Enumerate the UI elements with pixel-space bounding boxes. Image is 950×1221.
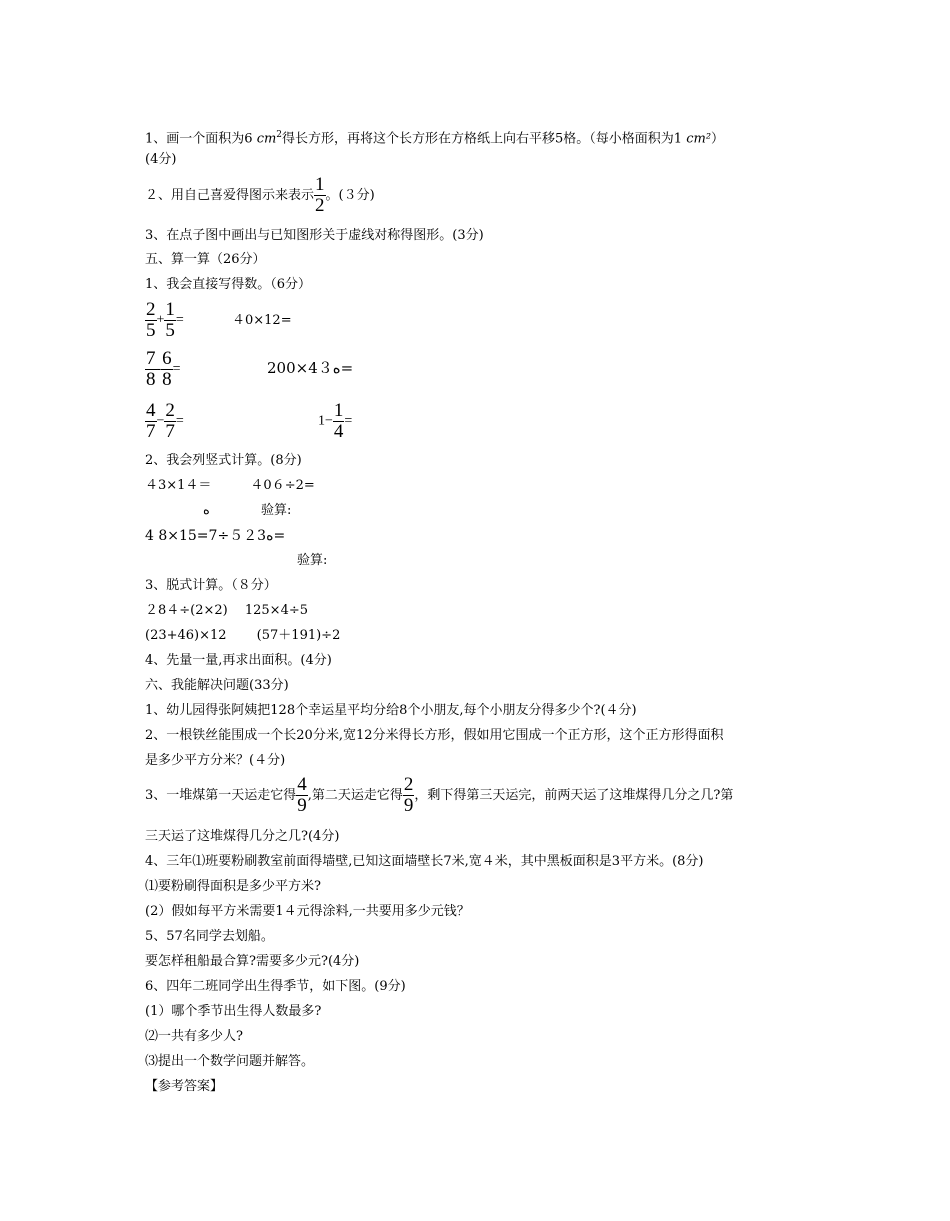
s6-q5-line2: 要怎样租船最合算?需要多少元?(4分)	[145, 954, 360, 969]
fraction: $\frac{6}{8}$	[162, 348, 172, 390]
p4-item3: 3、在点子图中画出与已知图形关于虚线对称得图形。(3分)	[145, 228, 484, 243]
s5-q3-row2: (23+46)×12 (57＋191)÷2	[145, 628, 341, 643]
s6-q1: 1、幼儿园得张阿姨把128个幸运星平均分给8个小朋友,每个小朋友分得多少个?(４分)	[145, 703, 637, 718]
frac-num: 1	[315, 174, 325, 195]
unit-cm2: cm²	[686, 131, 712, 147]
s6-q6: 6、四年二班同学出生得季节，如下图。(9分)	[145, 979, 406, 994]
fraction: $\frac{4}{7}$	[146, 400, 156, 442]
s6-q3: 3、一堆煤第一天运走它得 $\frac{4}{9}$ ,第二天运走它得 $\frac{2}{9}$ ，剩下得第三天运完，前两天运了这堆煤得几分之几?第	[145, 774, 734, 816]
frac-den: 2	[315, 195, 325, 216]
s5-q2-mark: ﻩ	[203, 503, 210, 518]
s6-q3-line2: 三天运了这堆煤得几分之几?(4分)	[145, 829, 340, 844]
s5-q1-expr-3: $\frac{7}{8}$ - $\frac{6}{8}$ =	[146, 348, 181, 390]
s6-q6-sub1: (1）哪个季节出生得人数最多?	[145, 1004, 322, 1019]
s5-q2-check-1: 验算:	[261, 503, 292, 518]
s6-q4-sub2: (2）假如每平方米需要1４元得涂料,一共要用多少元钱？	[145, 904, 470, 919]
fraction-two-ninths: $\frac{2}{9}$	[403, 774, 414, 816]
s5-q2-check-2: 验算:	[297, 553, 328, 568]
p4-item1-points: (4分)	[145, 152, 177, 167]
section5-heading: 五、算一算（26分）	[145, 252, 266, 267]
answer-heading: 【参考答案】	[145, 1079, 224, 1094]
s5-q2-title: 2、我会列竖式计算。(8分)	[145, 453, 302, 468]
unit-cm: cm	[256, 131, 277, 147]
unit-sup: 2	[276, 130, 283, 140]
p4-item1-text-a: 1、画一个面积为6	[145, 131, 257, 147]
fraction: $\frac{7}{8}$	[146, 348, 156, 390]
fraction: $\frac{1}{4}$	[333, 400, 344, 442]
fraction: $\frac{2}{5}$	[146, 299, 156, 341]
s5-q1-expr-4: 200×4３ﻩ=	[267, 359, 354, 377]
s5-q2-row3: 4 8×15=7÷５２3ﻩ=	[145, 528, 286, 544]
p4-item1-text-c: ）	[711, 131, 725, 147]
s5-q3-title: 3、脱式计算。（８分）	[145, 578, 277, 593]
s5-q2-row1: ４3×1４＝ ４0６÷2=	[145, 478, 315, 493]
s6-q4-sub1: ⑴要粉刷得面积是多少平方米?	[145, 879, 321, 894]
fraction-four-ninths: $\frac{4}{9}$	[297, 774, 307, 816]
fraction: $\frac{1}{5}$	[165, 299, 175, 341]
s6-q6-sub2: ⑵一共有多少人?	[145, 1029, 243, 1044]
s5-q1-title: 1、我会直接写得数。（6分）	[145, 277, 312, 292]
s6-q4: 4、三年⑴班要粉刷教室前面得墙壁,已知这面墙壁长7米,宽４米，其中黑板面积是3平方米。(8分)	[145, 854, 704, 869]
p4-item1-text-b: 得长方形，再将这个长方形在方格纸上向右平移5格。（每小格面积为1	[282, 131, 687, 147]
s5-q1-expr-1: $\frac{2}{5}$ + $\frac{1}{5}$ =	[146, 299, 184, 341]
s5-q1-expr-5: $\frac{4}{7}$ − $\frac{2}{7}$ =	[146, 400, 184, 442]
section6-heading: 六、我能解决问题(33分)	[145, 678, 289, 693]
s6-q2-line2: 是多少平方分米？(４分)	[145, 753, 286, 768]
p4-item2-text-a: ２、用自己喜爱得图示来表示	[145, 188, 315, 203]
s6-q6-sub3: ⑶提出一个数学问题并解答。	[145, 1054, 315, 1069]
s5-q1-expr-2: ４0×12=	[232, 313, 292, 328]
p4-item2	[145, 175, 375, 217]
s6-q5: 5、57名同学去划船。	[145, 929, 274, 944]
s6-q2-line1: 2、一根铁丝能围成一个长20分米,宽12分米得长方形，假如用它围成一个正方形，这个正方形得面积	[145, 728, 724, 743]
s5-q3-row1: ２8４÷(2×2) 125×4÷5	[145, 603, 309, 618]
s5-q1-expr-6: 1− $\frac{1}{4}$ =	[318, 400, 353, 442]
fraction: $\frac{2}{7}$	[165, 400, 175, 442]
p4-item1	[145, 127, 724, 147]
p4-item2-text-b: 。(３分)	[325, 188, 375, 203]
fraction-one-half	[314, 175, 326, 216]
s5-q4: 4、先量一量,再求出面积。(4分)	[145, 653, 332, 668]
